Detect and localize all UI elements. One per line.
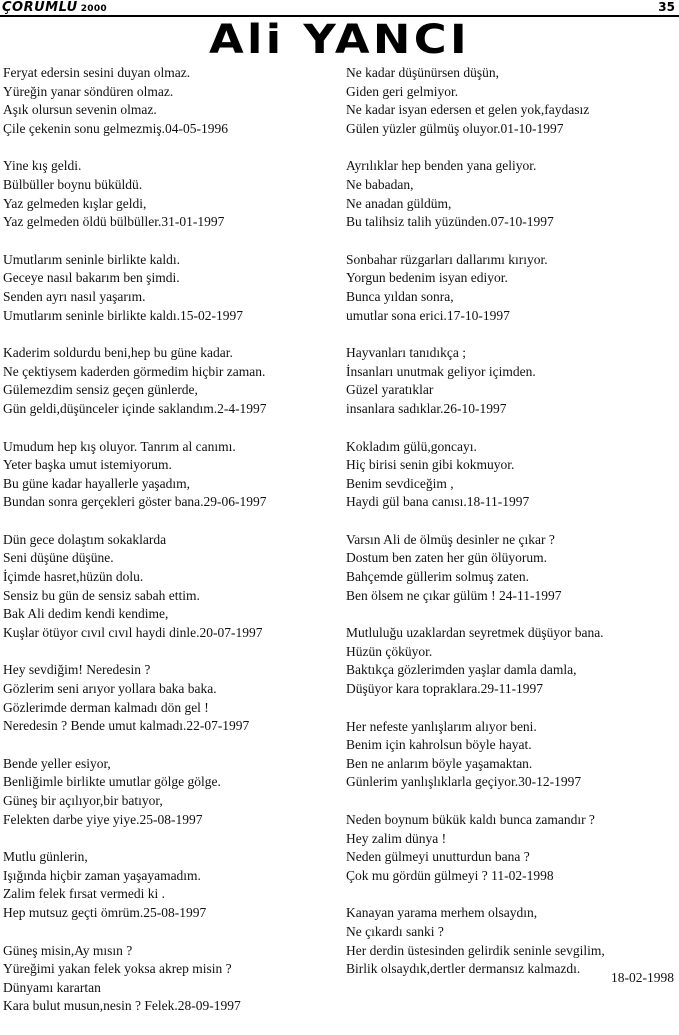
poem-line: insanlara sadıklar.26-10-1997	[346, 400, 507, 416]
poem-line: Ne çektiysem kaderden görmedim hiçbir zaman.	[3, 363, 266, 379]
poem-stanza	[3, 942, 333, 1016]
poem-line: Ne kadar düşünürsen düşün,	[346, 65, 499, 80]
poem-line: Neden gülmeyi unutturdun bana ?	[346, 849, 530, 865]
poem-line: Işığında hiçbir zaman yaşayamadım.	[3, 867, 201, 883]
poem-line: Çile çekenin sonu gelmezmiş.04-05-1996	[3, 120, 228, 136]
poem-stanza	[346, 64, 676, 138]
brand-name: ÇORUMLU	[2, 0, 78, 15]
poem-stanza	[3, 848, 333, 922]
poem-line: Dün gece dolaştım sokaklarda	[3, 531, 167, 547]
poem-stanza	[3, 531, 333, 643]
poem-line: Baktıkça gözlerimden yaşlar damla damla,	[346, 662, 577, 678]
poem-line: Bu güne kadar hayallerle yaşadım,	[3, 475, 191, 491]
poem-line: Mutluluğu uzaklardan seyretmek düşüyor bana.	[346, 625, 604, 641]
poem-line: İnsanları unutmak geliyor içimden.	[346, 363, 536, 379]
poem-line: Kokladım gülü,goncayı.	[346, 438, 477, 454]
poem-line: Kara bulut musun,nesin ? Felek.28-09-1997	[3, 998, 241, 1014]
poem-line: Gün geldi,düşünceler içinde saklandım.2-4-1997	[3, 400, 267, 416]
poem-stanza	[3, 64, 333, 138]
poem-line: Bende yeller esiyor,	[3, 755, 111, 771]
poem-line: Hüzün çöküyor.	[346, 643, 433, 659]
poem-line: Hiç birisi senin gibi kokmuyor.	[346, 457, 515, 473]
poem-line: Senden ayrı nasıl yaşarım.	[3, 288, 146, 304]
footer-date: 18-02-1998	[611, 970, 674, 985]
poem-line: Yorgun bedenim isyan ediyor.	[346, 270, 508, 286]
poem-line: Dünyamı karartan	[3, 979, 101, 995]
magazine-brand	[2, 0, 107, 15]
poem-line: Yaz gelmeden öldü bülbüller.31-01-1997	[3, 214, 225, 230]
poem-line: Bundan sonra gerçekleri göster bana.29-06-1997	[3, 494, 267, 510]
poem-stanza	[346, 624, 676, 698]
poem-line: Bu talihsiz talih yüzünden.07-10-1997	[346, 214, 554, 230]
poem-line: Sonbahar rüzgarları dallarımı kırıyor.	[346, 251, 548, 267]
poem-line: Felekten darbe yiye yiye.25-08-1997	[3, 811, 203, 827]
poem-line: Ne anadan güldüm,	[346, 195, 452, 211]
poem-line: Gözlerim seni arıyor yollara baka baka.	[3, 681, 217, 697]
poem-stanza	[346, 904, 676, 978]
poem-line: Gülen yüzler gülmüş oluyor.01-10-1997	[346, 120, 564, 136]
poem-line: Hey sevdiğim! Neredesin ?	[3, 662, 151, 678]
poem-line: Yüreğimi yakan felek yoksa akrep misin ?	[3, 961, 232, 977]
poem-line: Umutlarım seninle birlikte kaldı.	[3, 251, 180, 267]
page-header	[0, 0, 679, 16]
poem-line: Giden geri gelmiyor.	[346, 83, 459, 99]
poem-stanza	[3, 344, 333, 418]
poem-line: Sensiz bu gün de sensiz sabah ettim.	[3, 587, 200, 603]
poem-stanza	[3, 755, 333, 829]
poem-stanza	[346, 438, 676, 512]
poem-line: Ben ne anlarım böyle yaşamaktan.	[346, 755, 533, 771]
poem-line: Hayvanları tanıdıkça ;	[346, 345, 466, 361]
poem-line: Ne çıkardı sanki ?	[346, 923, 444, 939]
poem-line: Haydi gül bana canısı.18-11-1997	[346, 494, 530, 510]
poem-stanza	[346, 251, 676, 325]
poem-line: Güzel yaratıklar	[346, 382, 434, 398]
poem-line: Günlerim yanlışlıklarla geçiyor.30-12-1997	[346, 774, 582, 790]
poem-line: Düşüyor kara topraklara.29-11-1997	[346, 681, 544, 697]
poem-line: Bunca yıldan sonra,	[346, 288, 454, 304]
poem-line: Varsın Ali de ölmüş desinler ne çıkar ?	[346, 531, 555, 547]
poem-line: Ayrılıklar hep benden yana geliyor.	[346, 158, 537, 174]
poem-line: Umudum hep kış oluyor. Tanrım al canımı.	[3, 438, 236, 454]
poem-stanza	[3, 157, 333, 231]
author-title: Ali YANCI	[208, 17, 471, 63]
poem-stanza	[3, 251, 333, 325]
poem-line: Benliğimle birlikte umutlar gölge gölge.	[3, 774, 221, 790]
poem-line: Güneş bir açılıyor,bir batıyor,	[3, 793, 163, 808]
poem-line: Yüreğin yanar söndüren olmaz.	[3, 83, 174, 99]
poem-line: Benim sevdiceğim ,	[346, 475, 454, 491]
poem-stanza	[3, 661, 333, 735]
poem-line: Gözlerimde derman kalmadı dön gel !	[3, 699, 209, 715]
poem-line: Ne kadar isyan edersen et gelen yok,faydasız	[346, 102, 590, 118]
poem-line: Çok mu gördün gülmeyi ? 11-02-1998	[346, 867, 554, 883]
poem-line: Dostum ben zaten her gün ölüyorum.	[346, 550, 547, 566]
poem-line: Yine kış geldi.	[3, 158, 82, 174]
poem-line: Ne babadan,	[346, 176, 414, 192]
poem-stanza	[346, 718, 676, 792]
poem-stanza	[346, 531, 676, 605]
poem-line: Geceye nasıl bakarım ben şimdi.	[3, 270, 180, 286]
poem-line: umutlar sona erici.17-10-1997	[346, 307, 510, 323]
poem-line: Neden boynum bükük kaldı bunca zamandır ?	[346, 812, 595, 827]
poem-line: Hey zalim dünya !	[346, 830, 447, 846]
poem-line: Bülbüller boynu büküldü.	[3, 176, 143, 192]
poem-line: Bahçemde güllerim solmuş zaten.	[346, 569, 529, 585]
poem-line: Kuşlar ötüyor cıvıl cıvıl haydi dinle.20-07-1997	[3, 624, 263, 640]
poem-line: Yeter başka umut istemiyorum.	[3, 457, 172, 473]
poem-line: Hep mutsuz geçti ömrüm.25-08-1997	[3, 904, 207, 920]
right-column	[346, 64, 676, 998]
poem-line: Seni düşüne düşüne.	[3, 550, 114, 566]
poem-line: Ben ölsem ne çıkar gülüm ! 24-11-1997	[346, 587, 562, 603]
poem-line: Kaderim soldurdu beni,hep bu güne kadar.	[3, 345, 233, 361]
poem-line: Bak Ali dedim kendi kendime,	[3, 606, 169, 622]
poem-line: Her derdin üstesinden gelirdik seninle sevgilim,	[346, 942, 605, 958]
brand-year: 2000	[80, 4, 107, 14]
poem-line: Güneş misin,Ay mısın ?	[3, 942, 133, 958]
poem-line: Aşık olursun sevenin olmaz.	[3, 102, 157, 118]
poem-line: Neredesin ? Bende umut kalmadı.22-07-1997	[3, 718, 250, 734]
poem-stanza	[3, 438, 333, 512]
poem-line: Mutlu günlerin,	[3, 849, 88, 865]
page-number: 35	[658, 0, 675, 14]
poem-line: Benim için kahrolsun böyle hayat.	[346, 737, 532, 753]
poem-line: Birlik olsaydık,dertler dermansız kalmazdı.	[346, 961, 581, 977]
poem-stanza	[346, 811, 676, 885]
poem-line: Gülemezdim sensiz geçen günlerde,	[3, 382, 198, 398]
poem-stanza	[346, 344, 676, 418]
poem-line: Zalim felek fırsat vermedi ki .	[3, 886, 165, 902]
poem-line: Her nefeste yanlışlarım alıyor beni.	[346, 718, 537, 734]
left-column	[3, 64, 333, 1035]
poem-line: İçimde hasret,hüzün dolu.	[3, 569, 144, 585]
poem-line: Kanayan yarama merhem olsaydın,	[346, 905, 538, 921]
poem-line: Umutlarım seninle birlikte kaldı.15-02-1997	[3, 307, 243, 323]
poem-line: Yaz gelmeden kışlar geldi,	[3, 195, 147, 211]
poem-stanza	[346, 157, 676, 231]
poem-line: Feryat edersin sesini duyan olmaz.	[3, 65, 191, 80]
